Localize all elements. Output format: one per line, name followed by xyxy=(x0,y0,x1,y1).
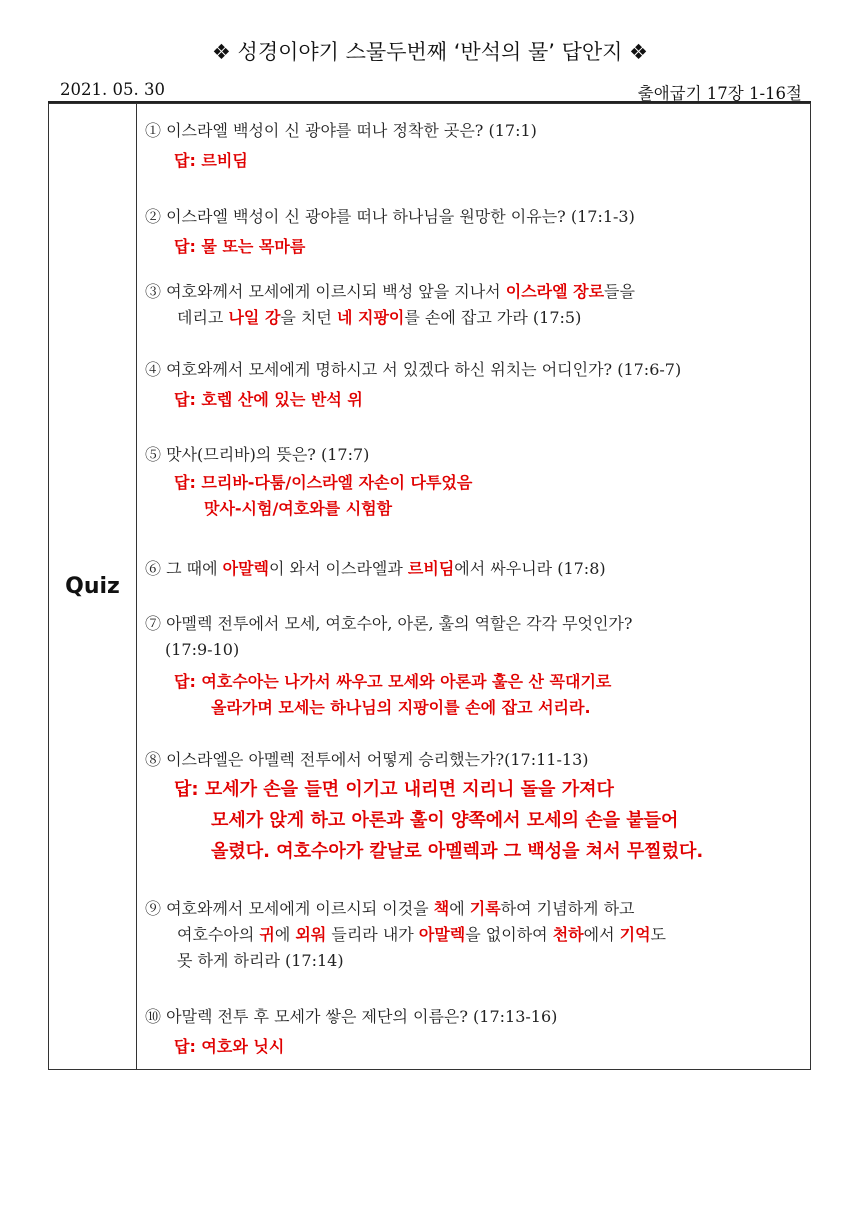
q6-part: 이 와서 이스라엘과 xyxy=(269,559,408,578)
answer-10: 답: 여호와 닛시 xyxy=(174,1037,285,1056)
question-5: ⑤ 맛사(므리바)의 뜻은? (17:7) xyxy=(145,445,370,464)
q3-highlight: 네 지팡이 xyxy=(336,308,405,327)
q3-part: 들을 xyxy=(604,282,635,301)
q9-highlight: 천하 xyxy=(552,925,584,944)
answer-8 xyxy=(174,774,814,867)
q3-part: 데리고 xyxy=(177,308,229,327)
answer-8-line-3: 올렸다. 여호수아가 칼날로 아멜렉과 그 백성을 쳐서 무찔렀다. xyxy=(211,841,704,862)
q9-part: 여호수아의 xyxy=(177,925,260,944)
quiz-sheet xyxy=(48,103,811,1070)
q9-part: 에 xyxy=(274,925,296,944)
q9-highlight: 외워 xyxy=(295,925,327,944)
q9-part: 도 xyxy=(650,925,666,944)
question-1: ① 이스라엘 백성이 신 광야를 떠나 정착한 곳은? (17:1) xyxy=(145,121,537,140)
column-divider xyxy=(136,104,137,1069)
question-10: ⑩ 아말렉 전투 후 모세가 쌓은 제단의 이름은? (17:13-16) xyxy=(145,1007,558,1026)
question-7-line-1: ⑦ 아멜렉 전투에서 모세, 여호수아, 아론, 훌의 역할은 각각 무엇인가? xyxy=(145,614,633,633)
q9-highlight: 아말렉 xyxy=(418,925,466,944)
scripture-reference: 출애굽기 17장 1-16절 xyxy=(637,84,802,103)
answer-5-line-1: 답: 므리바-다툼/이스라엘 자손이 다투었음 xyxy=(174,473,473,492)
q9-part: 하여 기념하게 하고 xyxy=(500,899,635,918)
answer-2: 답: 물 또는 목마름 xyxy=(174,237,306,256)
answer-8-line-1: 답: 모세가 손을 들면 이기고 내리면 지리니 돌을 가져다 xyxy=(174,779,614,800)
q9-part: 에서 xyxy=(583,925,620,944)
q9-part: 못 하게 하리라 (17:14) xyxy=(177,951,344,970)
q9-highlight: 기록 xyxy=(469,899,501,918)
question-6 xyxy=(145,556,805,582)
q9-highlight: 귀 xyxy=(259,925,275,944)
answer-7-line-1: 답: 여호수아는 나가서 싸우고 모세와 아론과 훌은 산 꼭대기로 xyxy=(174,672,612,691)
q6-part: 에서 싸우니라 (17:8) xyxy=(454,559,606,578)
question-3 xyxy=(145,279,805,331)
q9-highlight: 책 xyxy=(433,899,450,918)
date: 2021. 05. 30 xyxy=(60,80,165,99)
question-8: ⑧ 이스라엘은 아멜렉 전투에서 어떻게 승리했는가?(17:11-13) xyxy=(145,750,589,769)
question-2: ② 이스라엘 백성이 신 광야를 떠나 하나님을 원망한 이유는? (17:1-3) xyxy=(145,207,635,226)
answer-5 xyxy=(174,470,814,522)
q6-highlight: 르비딤 xyxy=(407,559,455,578)
answer-4: 답: 호렙 산에 있는 반석 위 xyxy=(174,390,363,409)
answer-7-line-2: 올라가며 모세는 하나님의 지팡이를 손에 잡고 서리라. xyxy=(211,698,591,717)
answer-5-line-2: 맛사-시험/여호와를 시험함 xyxy=(204,499,393,518)
q9-part: 에 xyxy=(449,899,470,918)
q3-part: ③ 여호와께서 모세에게 이르시되 백성 앞을 지나서 xyxy=(145,282,506,301)
answer-7 xyxy=(174,669,814,721)
page-title: ❖ 성경이야기 스물두번째 ‘반석의 물’ 답안지 ❖ xyxy=(212,40,648,64)
question-4: ④ 여호와께서 모세에게 명하시고 서 있겠다 하신 위치는 어디인가? (17:6-7) xyxy=(145,360,682,379)
q9-part: ⑨ 여호와께서 모세에게 이르시되 이것을 xyxy=(145,899,434,918)
answer-8-line-2: 모세가 앉게 하고 아론과 훌이 양쪽에서 모세의 손을 붙들어 xyxy=(211,810,679,831)
q6-part: ⑥ 그 때에 xyxy=(145,559,223,578)
q9-part: 들리라 내가 xyxy=(326,925,419,944)
question-7-line-2: (17:9-10) xyxy=(165,640,240,659)
q9-part: 을 없이하여 xyxy=(465,925,553,944)
question-9 xyxy=(145,896,805,974)
q3-part: 을 치던 xyxy=(280,308,337,327)
q3-highlight: 나일 강 xyxy=(228,308,281,327)
question-7 xyxy=(145,611,805,663)
q3-highlight: 이스라엘 장로 xyxy=(505,282,605,301)
q3-part: 를 손에 잡고 가라 (17:5) xyxy=(404,308,582,327)
q6-highlight: 아말렉 xyxy=(222,559,270,578)
side-label: Quiz xyxy=(65,574,120,599)
q9-highlight: 기억 xyxy=(619,925,651,944)
answer-1: 답: 르비딤 xyxy=(174,151,248,170)
